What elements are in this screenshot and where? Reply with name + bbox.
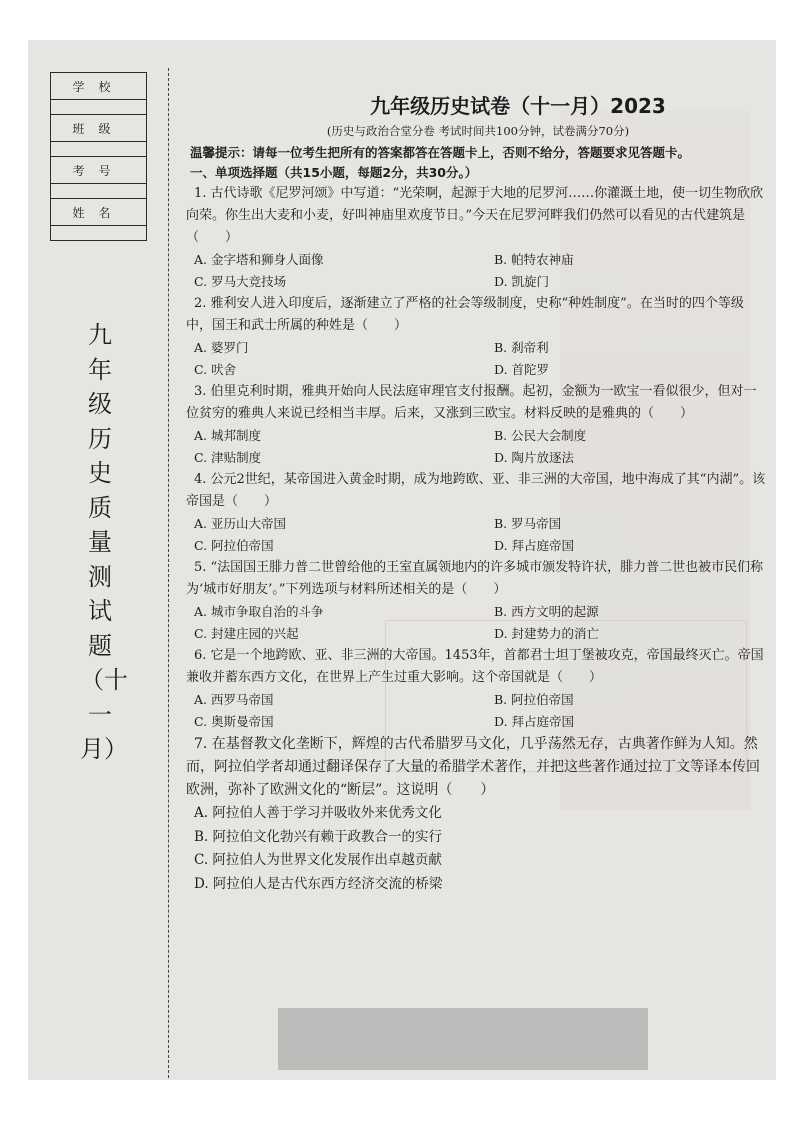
exam-subtitle: (历史与政治合堂分卷 考试时间共100分钟，试卷满分70分) bbox=[326, 124, 630, 138]
binding-line bbox=[168, 68, 169, 1078]
option-b[interactable]: B. 帕特农神庙 bbox=[494, 252, 574, 267]
info-name-field[interactable] bbox=[51, 226, 147, 241]
option-c[interactable]: C. 封建庄园的兴起 bbox=[194, 626, 299, 641]
option-c[interactable]: C. 阿拉伯人为世界文化发展作出卓越贡献 bbox=[194, 852, 442, 868]
option-d[interactable]: D. 首陀罗 bbox=[494, 362, 550, 377]
option-list bbox=[194, 601, 768, 645]
question-7 bbox=[186, 733, 768, 896]
question-stem: 7. 在基督教文化垄断下，辉煌的古代希腊罗马文化，几乎荡然无存，古典著作鲜为人知。然而，阿拉伯学者却通过翻译保存了大量的希腊学术著作，并把这些著作通过拉丁文等译本传回欧洲，弥补了欧洲文化的“断层”。这说明（ ） bbox=[186, 736, 760, 798]
option-c[interactable]: C. 津贴制度 bbox=[194, 450, 262, 465]
question-5 bbox=[186, 557, 768, 645]
question-stem: 4. 公元2世纪，某帝国进入黄金时期，成为地跨欧、亚、非三洲的大帝国，地中海成了其“内湖”。该帝国是（ ） bbox=[186, 472, 766, 509]
exam-content bbox=[178, 90, 768, 896]
option-c[interactable]: C. 吠舍 bbox=[194, 362, 237, 377]
question-stem: 3. 伯里克利时期，雅典开始向人民法庭审理官支付报酬。起初，金额为一欧宝一看似很少，但对一位贫穷的雅典人来说已经相当丰厚。后来，又涨到三欧宝。材料反映的是雅典的（ ） bbox=[186, 384, 757, 421]
info-class-field[interactable] bbox=[51, 142, 147, 157]
question-6 bbox=[186, 645, 768, 733]
option-d[interactable]: D. 陶片放逐法 bbox=[494, 450, 575, 465]
option-list bbox=[194, 513, 768, 557]
option-d[interactable]: D. 拜占庭帝国 bbox=[494, 538, 575, 553]
option-a[interactable]: A. 西罗马帝国 bbox=[194, 692, 274, 707]
info-number-label: 考号 bbox=[51, 157, 147, 184]
question-2 bbox=[186, 293, 768, 381]
option-a[interactable]: A. 阿拉伯人善于学习并吸收外来优秀文化 bbox=[194, 805, 442, 821]
option-a[interactable]: A. 婆罗门 bbox=[194, 340, 249, 355]
question-4 bbox=[186, 469, 768, 557]
option-list bbox=[194, 249, 768, 293]
option-a[interactable]: A. 亚历山大帝国 bbox=[194, 516, 286, 531]
option-c[interactable]: C. 奥斯曼帝国 bbox=[194, 714, 274, 729]
question-stem: 6. 它是一个地跨欧、亚、非三洲的大帝国。1453年，首都君士坦丁堡被攻克，帝国最终灭亡。帝国兼收并蓄东西方文化，在世界上产生过重大影响。这个帝国就是（ ） bbox=[186, 648, 764, 685]
question-stem: 2. 雅利安人进入印度后，逐渐建立了严格的社会等级制度，史称“种姓制度”。在当时的四个等级中，国王和武士所属的种姓是（ ） bbox=[186, 296, 744, 333]
option-d[interactable]: D. 封建势力的消亡 bbox=[494, 626, 600, 641]
redaction-box bbox=[278, 1008, 648, 1070]
warm-tip: 温馨提示：请每一位考生把所有的答案都答在答题卡上，否则不给分，答题要求见答题卡。 bbox=[190, 145, 691, 160]
option-c[interactable]: C. 阿拉伯帝国 bbox=[194, 538, 274, 553]
option-a[interactable]: A. 金字塔和狮身人面像 bbox=[194, 252, 324, 267]
info-class-label: 班级 bbox=[51, 115, 147, 142]
info-name-label: 姓名 bbox=[51, 199, 147, 226]
student-info-table bbox=[50, 72, 147, 241]
option-b[interactable]: B. 罗马帝国 bbox=[494, 516, 562, 531]
question-1 bbox=[186, 183, 768, 293]
option-list bbox=[194, 337, 768, 381]
section-heading: 一、单项选择题（共15小题，每题2分，共30分。） bbox=[190, 165, 478, 180]
option-b[interactable]: B. 刹帝利 bbox=[494, 340, 549, 355]
option-d[interactable]: D. 阿拉伯人是古代东西方经济交流的桥梁 bbox=[194, 875, 443, 892]
vertical-title: 九年级历史质量测试题（十一月） bbox=[80, 321, 128, 763]
option-a[interactable]: A. 城邦制度 bbox=[194, 428, 261, 443]
question-3 bbox=[186, 381, 768, 469]
option-d[interactable]: D. 凯旋门 bbox=[494, 274, 550, 289]
option-c[interactable]: C. 罗马大竞技场 bbox=[194, 274, 287, 289]
option-list bbox=[194, 425, 768, 469]
option-list bbox=[194, 802, 768, 896]
exam-title: 九年级历史试卷（十一月）2023 bbox=[370, 94, 666, 118]
option-b[interactable]: B. 阿拉伯帝国 bbox=[494, 692, 574, 707]
question-stem: 1. 古代诗歌《尼罗河颂》中写道：“光荣啊，起源于大地的尼罗河……你灌溉土地，使一切生物欣欣向荣。你生出大麦和小麦，好叫神庙里欢度节日。”今天在尼罗河畔我们仍然可以看见的古代建筑是（ ） bbox=[186, 186, 764, 245]
option-a[interactable]: A. 城市争取自治的斗争 bbox=[194, 604, 324, 619]
option-b[interactable]: B. 西方文明的起源 bbox=[494, 604, 599, 619]
option-b[interactable]: B. 公民大会制度 bbox=[494, 428, 587, 443]
info-number-field[interactable] bbox=[51, 184, 147, 199]
info-school-field[interactable] bbox=[51, 100, 147, 115]
info-school-label: 学校 bbox=[51, 73, 147, 100]
option-b[interactable]: B. 阿拉伯文化勃兴有赖于政教合一的实行 bbox=[194, 828, 443, 845]
question-stem: 5. “法国国王腓力普二世曾给他的王室直属领地内的许多城市颁发特许状，腓力普二世也被市民们称为‘城市好朋友’。”下列选项与材料所述相关的是（ ） bbox=[186, 560, 764, 597]
option-list bbox=[194, 689, 768, 733]
option-d[interactable]: D. 拜占庭帝国 bbox=[494, 714, 575, 729]
